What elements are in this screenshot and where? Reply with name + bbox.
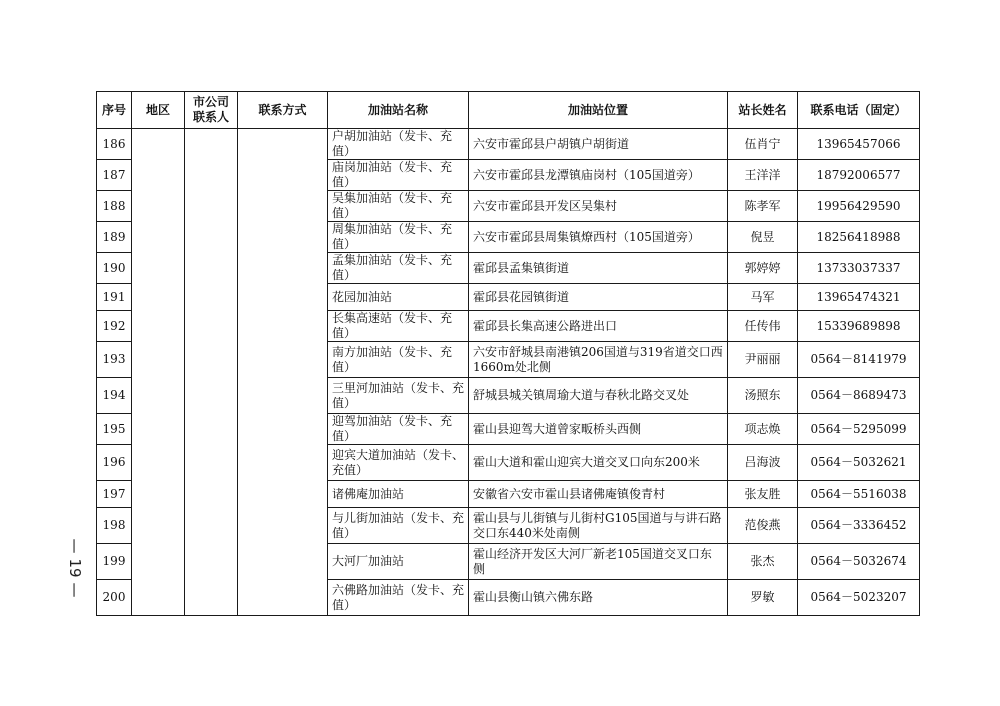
row-phone: 13733037337	[798, 253, 920, 284]
row-seq: 195	[97, 414, 132, 445]
row-station-location: 六安市霍邱县龙潭镇庙岗村（105国道旁）	[469, 160, 728, 191]
row-manager: 项志焕	[728, 414, 798, 445]
row-station-name: 迎驾加油站（发卡、充值）	[328, 414, 469, 445]
row-station-name: 吴集加油站（发卡、充值）	[328, 191, 469, 222]
row-manager: 吕海波	[728, 445, 798, 481]
page-number: 19	[66, 558, 84, 578]
row-seq: 188	[97, 191, 132, 222]
row-station-name: 周集加油站（发卡、充值）	[328, 222, 469, 253]
row-station-name: 诸佛庵加油站	[328, 481, 469, 508]
row-manager: 郭婷婷	[728, 253, 798, 284]
header-row	[97, 92, 920, 129]
row-manager: 罗敏	[728, 580, 798, 616]
row-manager: 马军	[728, 284, 798, 311]
header-phone: 联系电话（固定）	[798, 92, 920, 129]
row-manager: 尹丽丽	[728, 342, 798, 378]
row-station-location: 霍邱县长集高速公路进出口	[469, 311, 728, 342]
row-manager: 王洋洋	[728, 160, 798, 191]
row-manager: 张友胜	[728, 481, 798, 508]
row-manager: 范俊燕	[728, 508, 798, 544]
page-dash-top: —	[66, 538, 84, 554]
row-phone: 0564－5295099	[798, 414, 920, 445]
row-seq: 200	[97, 580, 132, 616]
row-station-name: 南方加油站（发卡、充值）	[328, 342, 469, 378]
row-manager: 伍肖宁	[728, 129, 798, 160]
row-station-name: 迎宾大道加油站（发卡、充值）	[328, 445, 469, 481]
row-phone: 0564－5032674	[798, 544, 920, 580]
row-seq: 191	[97, 284, 132, 311]
row-station-location: 霍邱县孟集镇街道	[469, 253, 728, 284]
region-cell	[132, 129, 185, 616]
row-seq: 199	[97, 544, 132, 580]
row-seq: 192	[97, 311, 132, 342]
header-contact-method: 联系方式	[238, 92, 328, 129]
header-station-location: 加油站位置	[469, 92, 728, 129]
row-station-location: 六安市霍邱县户胡镇户胡街道	[469, 129, 728, 160]
row-station-name: 户胡加油站（发卡、充值）	[328, 129, 469, 160]
row-manager: 张杰	[728, 544, 798, 580]
header-region: 地区	[132, 92, 185, 129]
row-phone: 15339689898	[798, 311, 920, 342]
row-manager: 任传伟	[728, 311, 798, 342]
row-station-name: 庙岗加油站（发卡、充值）	[328, 160, 469, 191]
row-station-location: 霍邱县花园镇街道	[469, 284, 728, 311]
row-phone: 0564－5516038	[798, 481, 920, 508]
row-seq: 186	[97, 129, 132, 160]
row-seq: 194	[97, 378, 132, 414]
row-phone: 19956429590	[798, 191, 920, 222]
row-phone: 0564－5023207	[798, 580, 920, 616]
page-number-marker	[64, 538, 86, 598]
station-table	[96, 91, 920, 616]
row-station-name: 六佛路加油站（发卡、充值）	[328, 580, 469, 616]
row-station-location: 安徽省六安市霍山县诸佛庵镇俊青村	[469, 481, 728, 508]
page-dash-bottom: —	[66, 582, 84, 598]
row-seq: 187	[97, 160, 132, 191]
header-seq: 序号	[97, 92, 132, 129]
city-contact-cell	[185, 129, 238, 616]
row-station-name: 三里河加油站（发卡、充值）	[328, 378, 469, 414]
row-phone: 18256418988	[798, 222, 920, 253]
row-station-location: 六安市霍邱县周集镇燎西村（105国道旁）	[469, 222, 728, 253]
row-station-location: 舒城县城关镇周瑜大道与春秋北路交叉处	[469, 378, 728, 414]
row-manager: 汤照东	[728, 378, 798, 414]
row-station-name: 长集高速站（发卡、充值）	[328, 311, 469, 342]
row-seq: 197	[97, 481, 132, 508]
row-phone: 18792006577	[798, 160, 920, 191]
row-station-location: 六安市舒城县南港镇206国道与319省道交口西1660m处北侧	[469, 342, 728, 378]
row-station-location: 霍山大道和霍山迎宾大道交叉口向东200米	[469, 445, 728, 481]
row-station-location: 六安市霍邱县开发区吴集村	[469, 191, 728, 222]
row-manager: 陈孝军	[728, 191, 798, 222]
row-seq: 189	[97, 222, 132, 253]
row-phone: 13965457066	[798, 129, 920, 160]
row-station-name: 与儿街加油站（发卡、充值）	[328, 508, 469, 544]
row-phone: 0564－8141979	[798, 342, 920, 378]
header-city-contact: 市公司联系人	[185, 92, 238, 129]
row-station-name: 花园加油站	[328, 284, 469, 311]
row-seq: 190	[97, 253, 132, 284]
row-seq: 196	[97, 445, 132, 481]
row-station-location: 霍山县与儿街镇与儿街村G105国道与与讲石路交口东440米处南侧	[469, 508, 728, 544]
row-station-name: 孟集加油站（发卡、充值）	[328, 253, 469, 284]
header-manager: 站长姓名	[728, 92, 798, 129]
row-manager: 倪昱	[728, 222, 798, 253]
row-station-name: 大河厂加油站	[328, 544, 469, 580]
row-station-location: 霍山经济开发区大河厂新老105国道交叉口东侧	[469, 544, 728, 580]
header-station-name: 加油站名称	[328, 92, 469, 129]
row-phone: 13965474321	[798, 284, 920, 311]
contact-method-cell	[238, 129, 328, 616]
row-seq: 198	[97, 508, 132, 544]
row-phone: 0564－8689473	[798, 378, 920, 414]
row-station-location: 霍山县衡山镇六佛东路	[469, 580, 728, 616]
row-seq: 193	[97, 342, 132, 378]
row-station-location: 霍山县迎驾大道曾家畈桥头西侧	[469, 414, 728, 445]
row-phone: 0564－3336452	[798, 508, 920, 544]
table-row	[97, 129, 920, 160]
row-phone: 0564－5032621	[798, 445, 920, 481]
